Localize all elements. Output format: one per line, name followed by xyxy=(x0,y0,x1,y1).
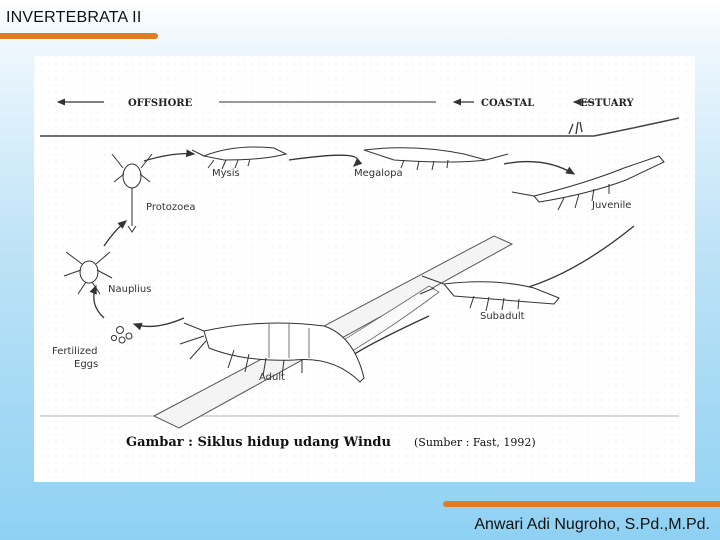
label-mysis: Mysis xyxy=(212,168,240,179)
zone-offshore-label: OFFSHORE xyxy=(128,98,193,109)
label-juvenile: Juvenile xyxy=(592,200,632,211)
figure-texture xyxy=(34,56,695,482)
label-eggs: Eggs xyxy=(74,359,99,370)
author-name: Anwari Adi Nugroho, S.Pd.,M.Pd. xyxy=(474,516,710,533)
life-cycle-figure xyxy=(34,56,695,482)
figure-caption xyxy=(126,435,536,450)
label-protozoea: Protozoea xyxy=(146,202,196,213)
label-fertilized: Fertilized xyxy=(52,346,98,357)
label-megalopa: Megalopa xyxy=(354,168,403,179)
slide-title: INVERTEBRATA II xyxy=(6,9,142,26)
zone-coastal-label: COASTAL xyxy=(481,98,535,109)
caption-source: (Sumber : Fast, 1992) xyxy=(414,436,536,449)
label-adult: Adult xyxy=(259,372,286,383)
footer-accent-bar xyxy=(443,501,720,507)
label-nauplius: Nauplius xyxy=(108,284,152,295)
life-cycle-diagram xyxy=(34,56,695,482)
zone-estuary-label: ESTUARY xyxy=(580,98,634,109)
caption-main: Gambar : Siklus hidup udang Windu xyxy=(126,435,391,450)
label-subadult: Subadult xyxy=(480,311,525,322)
title-accent-bar xyxy=(0,33,158,39)
